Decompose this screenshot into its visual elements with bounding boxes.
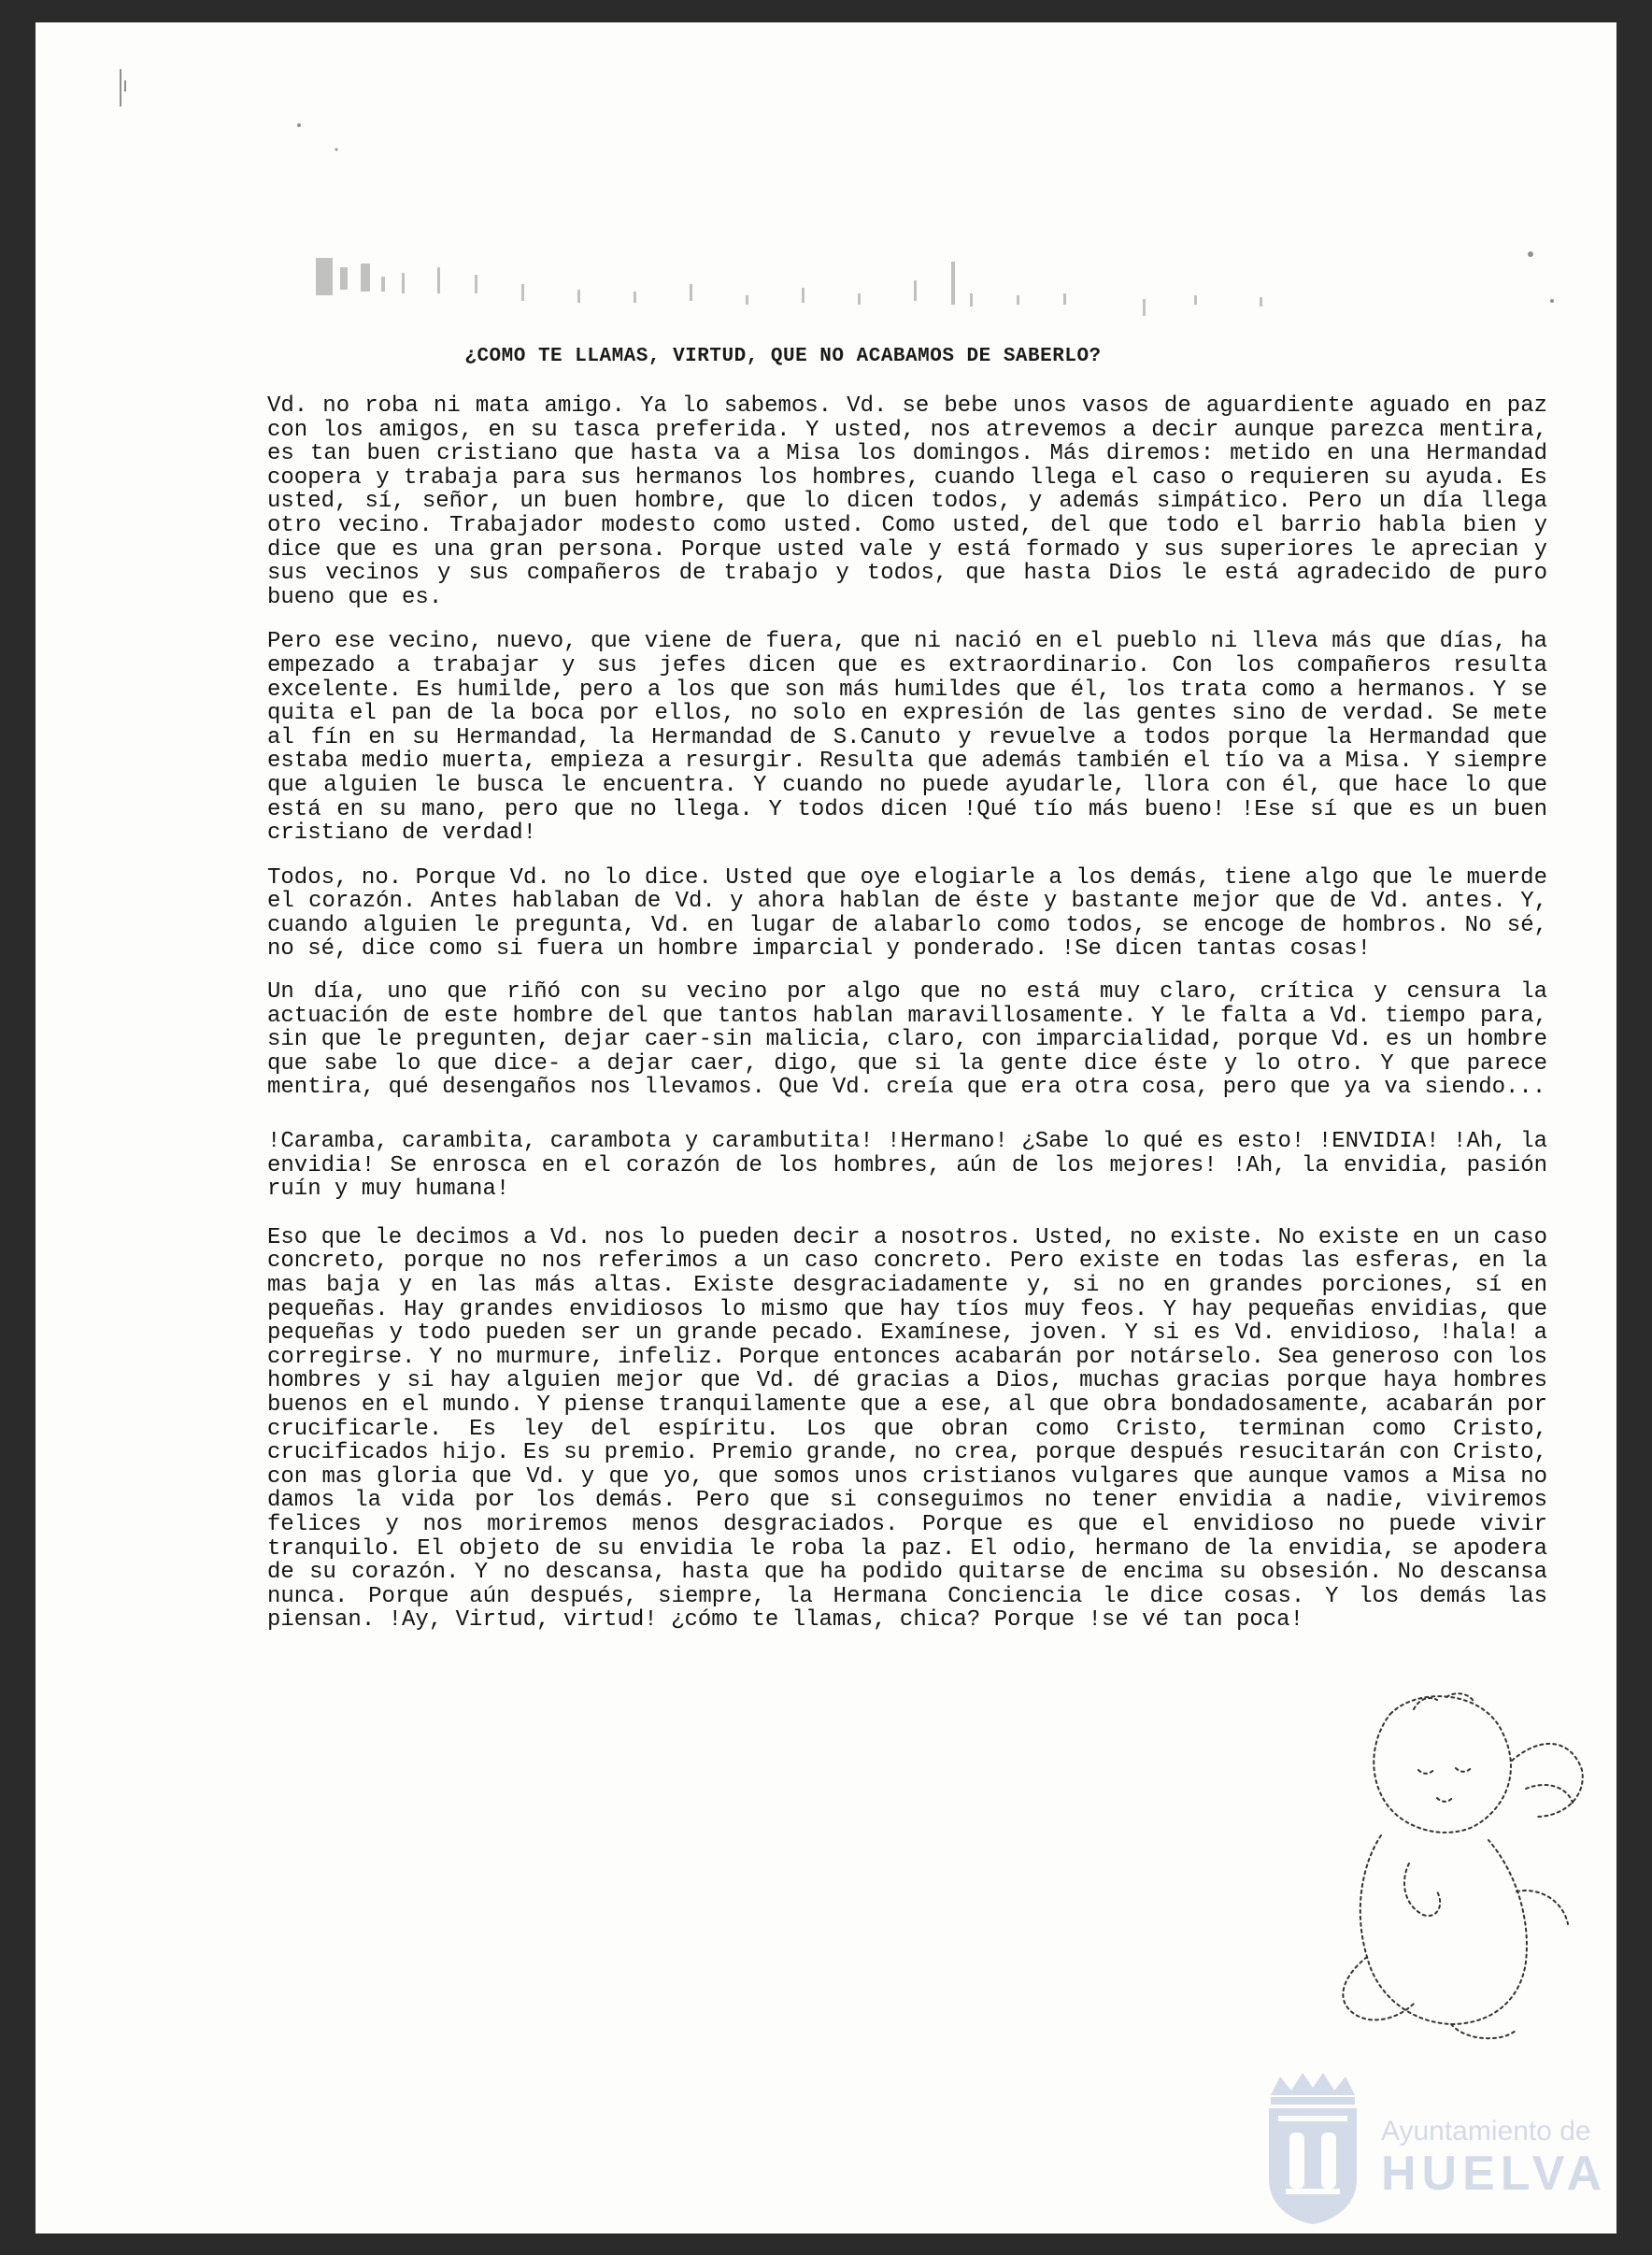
watermark-text — [1381, 2116, 1615, 2200]
paragraph-1: Vd. no roba ni mata amigo. Ya lo sabemos. Vd. se bebe unos vasos de aguardiente aguado en paz con los amigos, en su tasca preferida. Y usted, nos atrevemos a decir aunque parezca mentira, es tan buen cristiano que hasta va a Misa los domingos. Más diremos: metido en una Hermandad coopera y trabaja para sus hermanos los hombres, cuando llega el caso o requieren su ayuda. Es usted, sí, señor, un buen hombre, que lo dicen todos, y además simpático. Pero un día llega otro vecino. Trabajador modesto como usted. Como usted, del que todo el barrio habla bien y dice que es una gran persona. Porque usted vale y está formado y sus superiores le aprecian y sus vecinos y sus compañeros de trabajo y todos, que hasta Dios le está agradecido de puro bueno que es. — [267, 393, 1547, 610]
watermark-line-2: HUELVA — [1381, 2147, 1608, 2201]
document-title: ¿COMO TE LLAMAS, VIRTUD, QUE NO ACABAMOS DE SABERLO? — [464, 346, 1102, 367]
paragraph-2: Pero ese vecino, nuevo, que viene de fuera, que ni nació en el pueblo ni lleva más que días, ha empezado a trabajar y sus jefes dicen que es extraordinario. Con los compañeros resulta excelente. Es humilde, pero a los que son más humildes que él, los trata como a hermanos. Y se quita el pan de la boca por ellos, no solo en expresión de las gentes sino de verdad. Se mete al fín en su Hermandad, la Hermandad de S.Canuto y revuelve a todos porque la Hermandad que estaba medio muerta, empieza a resurgir. Resulta que además también el tío va a Misa. Y siempre que alguien le busca le encuentra. Y cuando no puede ayudarle, llora con él, que hace lo que está en su mano, pero que no llega. Y todos dicen !Qué tío más bueno! !Ese sí que es un buen cristiano de verdad! — [267, 629, 1547, 847]
margin-mark — [120, 69, 121, 107]
cherub-head — [1374, 1696, 1511, 1833]
faded-header-smudge — [316, 258, 1262, 316]
watermark-line-1: Ayuntamiento de — [1381, 2116, 1591, 2147]
city-coat-of-arms-logo — [1261, 2067, 1364, 2226]
paragraph-4: Un día, uno que riñó con su vecino por algo que no está muy claro, crítica y censura la actuación de este hombre del que tantos hablan maravillosamente. Y le falta a Vd. tiempo para, sin que le pregunten, dejar caer-sin malicia, claro, con imparcialidad, porque Vd. es un hombre que sabe lo que dice- a dejar caer, digo, que si la gente dice éste y lo otro. Y que parece mentira, qué desengaños nos llevamos. Que Vd. creía que era otra cosa, pero que ya va siendo... — [267, 979, 1547, 1101]
paragraph-3: Todos, no. Porque Vd. no lo dice. Usted que oye elogiarle a los demás, tiene algo que le muerde el corazón. Antes hablaban de Vd. y ahora hablan de éste y bastante mejor que de Vd. antes. Y, cuando alguien le pregunta, Vd. en lugar de alabarlo como todos, se encoge de hombros. No sé, no sé, dice como si fuera un hombre imparcial y ponderado. !Se dicen tantas cosas! — [267, 864, 1547, 963]
paragraph-6: Eso que le decimos a Vd. nos lo pueden decir a nosotros. Usted, no existe. No existe en un caso concreto, porque no nos referimos a un caso concreto. Pero existe en todas las esferas, en la mas baja y en las más altas. Existe desgraciadamente y, si no en grandes porciones, sí en pequeñas. Hay grandes envidiosos lo mismo que hay tíos muy feos. Y hay pequeñas envidias, que pequeñas y todo pueden ser un grande pecado. Examínese, joven. Y si es Vd. envidioso, !hala! a corregirse. Y no murmure, infeliz. Porque entonces acabarán por notárselo. Sea generoso con los hombres y si hay alguien mejor que Vd. dé gracias a Dios, muchas gracias porque haya hombres buenos en el mundo. Y piense tranquilamente que a ese, al que obra bondadosamente, acabarán por crucificarle. Es ley del espíritu. Los que obran como Cristo, terminan como Cristo, crucificados hijo. Es su premio. Premio grande, no crea, porque después resucitarán con Cristo, con mas gloria que Vd. y que yo, que somos unos cristianos vulgares que aunque vamos a Misa no damos la vida por los demás. Pero que si conseguimos no tener envidia a nadie, viviremos felices y nos moriremos menos desgraciados. Porque es que el envidioso no puede vivir tranquilo. El objeto de su envidia le roba la paz. El odio, hermano de la envidia, se apodera de su corazón. Y no descansa, hasta que ha podido quitarse de encima su obsesión. No descansa nunca. Porque aún después, siempre, la Hermana Conciencia le dice cosas. Y los demás las piensan. !Ay, Virtud, virtud! ¿cómo te llamas, chica? Porque !se vé tan poca! — [267, 1224, 1547, 1634]
body-text — [267, 394, 1547, 1633]
cherub-drawing — [1288, 1677, 1596, 2050]
paragraph-5: !Caramba, carambita, carambota y carambutita! !Hermano! ¿Sabe lo qué es esto! !ENVIDIA! !Ah, la envidia! Se enrosca en el corazón de los hombres, aún de los mejores! !Ah, la envidia, pasión ruín y muy humana! — [267, 1129, 1547, 1203]
scanned-page — [36, 22, 1616, 2234]
